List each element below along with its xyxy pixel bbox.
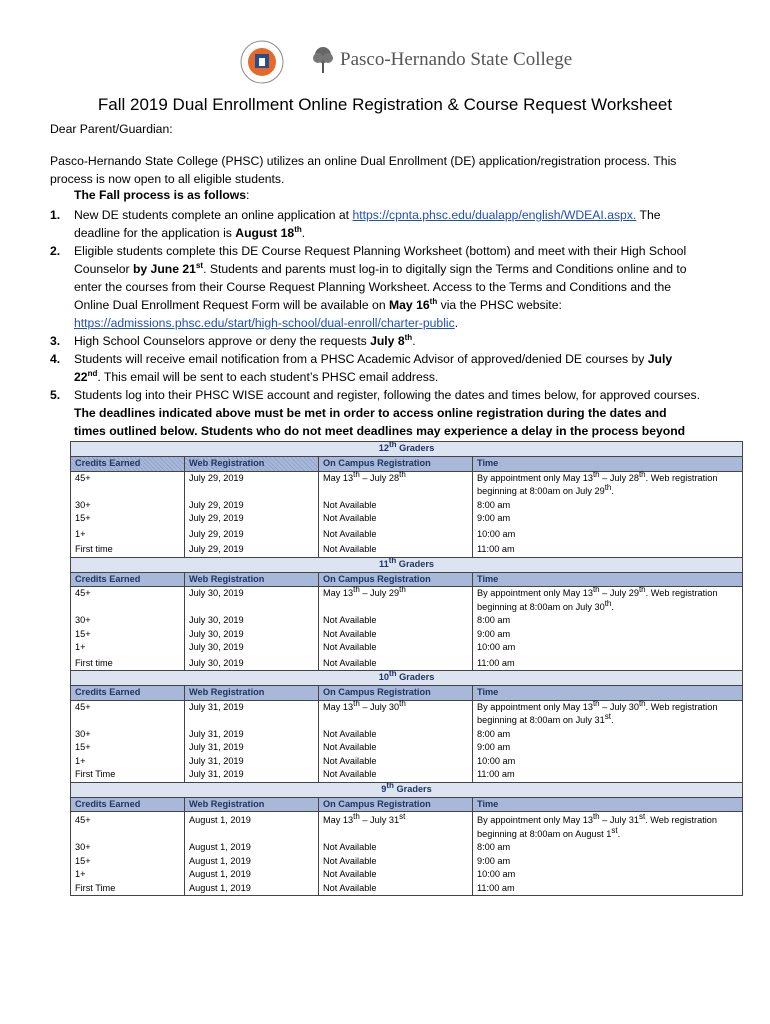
table-row: 1+ July 31, 2019 Not Available 10:00 am bbox=[71, 755, 743, 769]
application-link[interactable]: https://cpnta.phsc.edu/dualapp/english/WDEAI.aspx. bbox=[352, 208, 637, 222]
admissions-link[interactable]: https://admissions.phsc.edu/start/high-school/dual-enroll/charter-public bbox=[74, 316, 455, 330]
table-row: 45+ August 1, 2019 May 13th – July 31st By appointment only May 13th – July 31st. Web registration beginning at 8:00am on August 1st. bbox=[71, 812, 743, 842]
grade-header-11: 11th Graders bbox=[71, 557, 743, 572]
grade-header-10: 10th Graders bbox=[71, 671, 743, 686]
steps-list bbox=[50, 206, 700, 458]
table-row: 15+ July 31, 2019 Not Available 9:00 am bbox=[71, 741, 743, 755]
salutation: Dear Parent/Guardian: bbox=[50, 122, 173, 136]
table-row: 30+ July 30, 2019 Not Available 8:00 am bbox=[71, 614, 743, 628]
table-row: First Time August 1, 2019 Not Available 11:00 am bbox=[71, 882, 743, 896]
page-title: Fall 2019 Dual Enrollment Online Registration & Course Request Worksheet bbox=[97, 95, 673, 114]
column-header-row: Credits Earned Web Registration On Campus Registration Time bbox=[71, 457, 743, 472]
table-row: 1+ July 30, 2019 Not Available 10:00 am bbox=[71, 641, 743, 655]
college-name: Pasco-Hernando State College bbox=[340, 49, 573, 70]
table-row: First time July 30, 2019 Not Available 11:00 am bbox=[71, 655, 743, 671]
table-row: 45+ July 31, 2019 May 13th – July 30th By appointment only May 13th – July 30th. Web registration beginning at 8:00am on July 31st. bbox=[71, 700, 743, 728]
table-row: 1+ August 1, 2019 Not Available 10:00 am bbox=[71, 868, 743, 882]
step-3: 3. High School Counselors approve or deny the requests July 8th. bbox=[50, 332, 416, 348]
column-header-row: Credits Earned Web Registration On Campus Registration Time bbox=[71, 572, 743, 587]
table-row: 30+ July 29, 2019 Not Available 8:00 am bbox=[71, 499, 743, 513]
step-4: 4. Students will receive email notification from a PHSC Academic Advisor of approved/denied DE courses by July 22nd. This email will be sent to each student’s PHSC email address. bbox=[50, 352, 673, 384]
tree-icon bbox=[312, 46, 334, 74]
table-row: 15+ August 1, 2019 Not Available 9:00 am bbox=[71, 855, 743, 869]
table-row: 15+ July 29, 2019 Not Available 9:00 am bbox=[71, 512, 743, 526]
column-header-row: Credits Earned Web Registration On Campus Registration Time bbox=[71, 686, 743, 701]
column-header-row: Credits Earned Web Registration On Campus Registration Time bbox=[71, 797, 743, 812]
process-heading: The Fall process is as follows: bbox=[74, 188, 250, 202]
phsc-logo bbox=[312, 46, 572, 74]
table-row: 30+ August 1, 2019 Not Available 8:00 am bbox=[71, 841, 743, 855]
intro-paragraph: Pasco-Hernando State College (PHSC) utilizes an online Dual Enrollment (DE) application/registration process. This process is now open to all eligible students. bbox=[50, 154, 677, 186]
table-row: 1+ July 29, 2019 Not Available 10:00 am bbox=[71, 526, 743, 542]
step-5: 5. Students log into their PHSC WISE account and register, following the dates and times below, for approved courses. The deadlines indicated above must be met in order to access online registration during the dates and times outlined below. Students who do not meet deadlines may experience a delay in the process beyond bbox=[50, 388, 700, 438]
table-row: 15+ July 30, 2019 Not Available 9:00 am bbox=[71, 628, 743, 642]
table-row: 45+ July 30, 2019 May 13th – July 29th By appointment only May 13th – July 29th. Web registration beginning at 8:00am on July 30th. bbox=[71, 587, 743, 615]
table-row: First Time July 31, 2019 Not Available 11:00 am bbox=[71, 768, 743, 782]
pasco-schools-seal-logo bbox=[240, 40, 284, 84]
table-row: First time July 29, 2019 Not Available 11:00 am bbox=[71, 541, 743, 557]
step-1: 1. New DE students complete an online application at https://cpnta.phsc.edu/dualapp/english/WDEAI.aspx. The deadline for the application is August 18th. bbox=[50, 208, 661, 240]
table-row: 45+ July 29, 2019 May 13th – July 28th By appointment only May 13th – July 28th. Web registration beginning at 8:00am on July 29th. bbox=[71, 471, 743, 499]
step-2: 2. Eligible students complete this DE Course Request Planning Worksheet (bottom) and meet with their High School Counselor by June 21st. Students and parents must log-in to digitally sign the Terms and Conditions online and to enter the courses from their Course Request Planning Worksheet. Access to the Terms and Conditions and the Online Dual Enrollment Request Form will be available on May 16th via the PHSC website: https://admissions.phsc.edu/start/high-school/dual-enroll/charter-public. bbox=[50, 244, 687, 330]
grade-header-9: 9th Graders bbox=[71, 782, 743, 797]
registration-schedule-table bbox=[70, 441, 743, 896]
grade-header-12: 12th Graders bbox=[71, 442, 743, 457]
table-row: 30+ July 31, 2019 Not Available 8:00 am bbox=[71, 728, 743, 742]
